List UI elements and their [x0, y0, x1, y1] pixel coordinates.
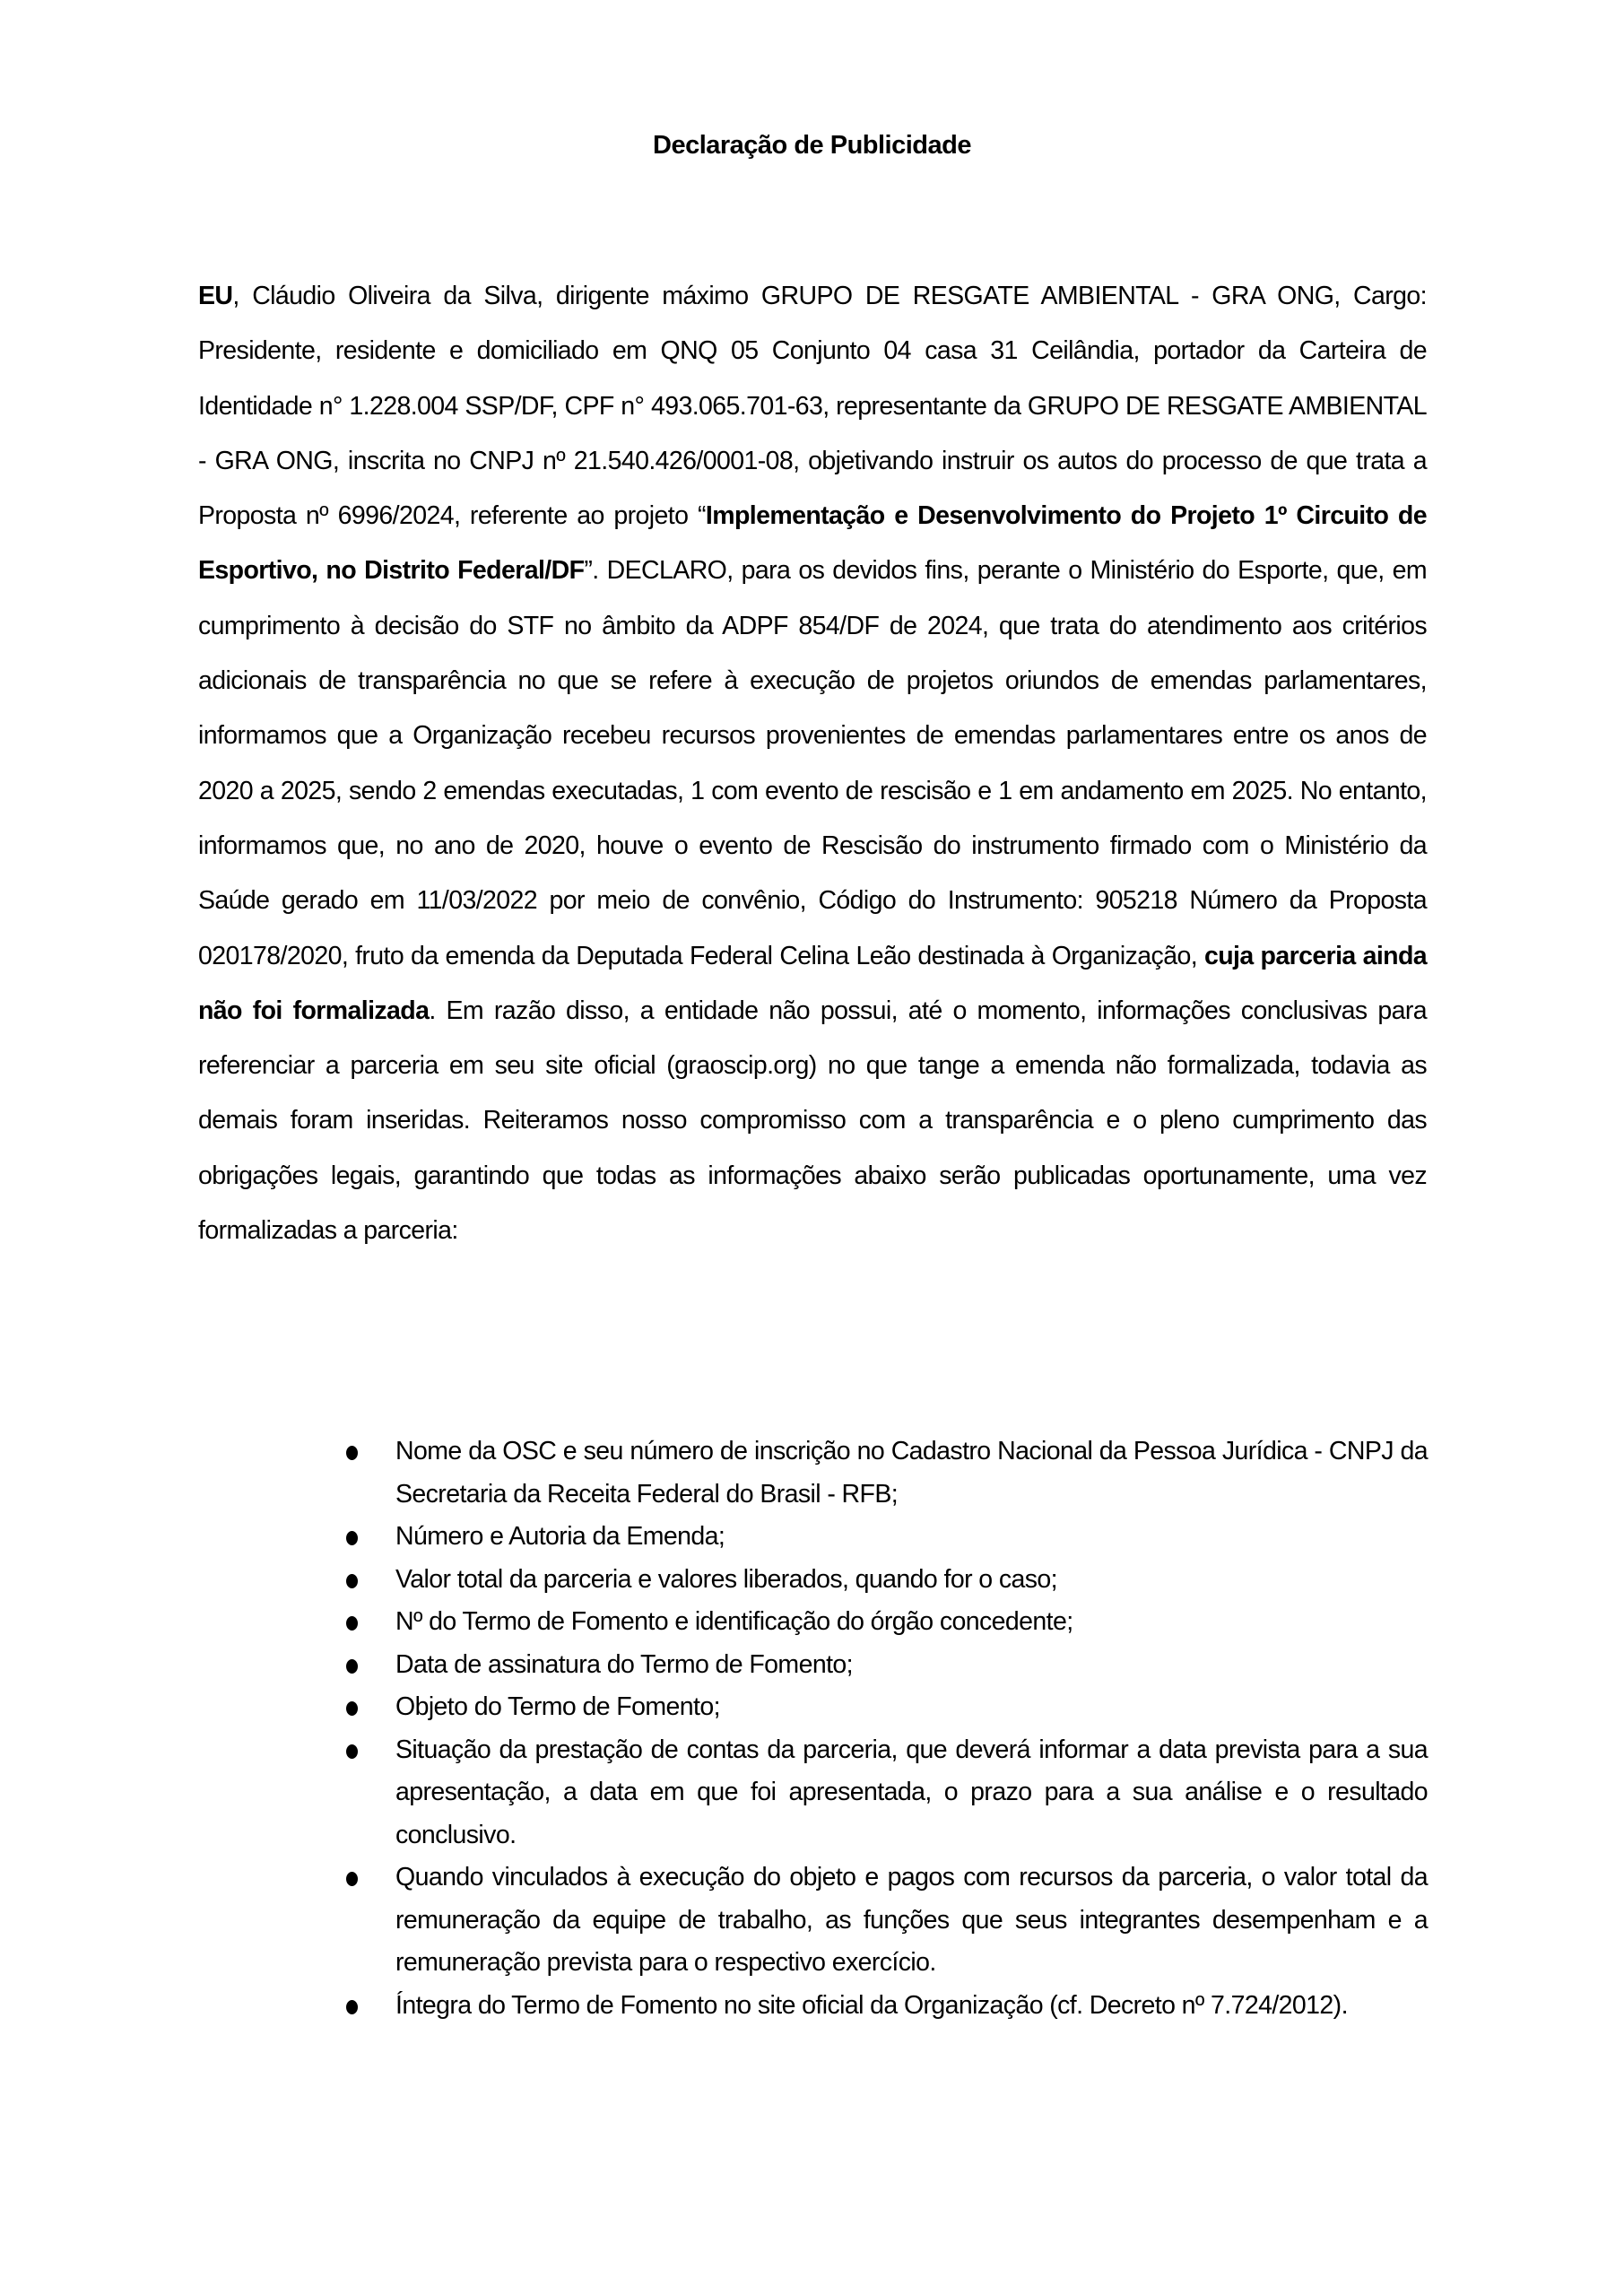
document-title: Declaração de Publicidade	[653, 131, 971, 160]
declarant-pronoun: EU	[198, 282, 233, 310]
bullet-dot-icon	[346, 2000, 358, 2014]
list-item-text: Íntegra do Termo de Fomento no site oficial da Organização (cf. Decreto nº 7.724/2012).	[395, 1990, 1348, 2020]
list-item	[341, 1644, 1428, 1687]
list-item-text: Nº do Termo de Fomento e identificação do órgão concedente;	[395, 1607, 1073, 1636]
list-item	[341, 1431, 1428, 1516]
publication-items-list	[341, 1431, 1428, 2027]
project-name: Implementação e Desenvolvimento do Projeto 1º Circuito de Esportivo, no Distrito Federal/DF	[198, 501, 1427, 586]
list-item	[341, 1985, 1428, 2028]
declaration-paragraph	[198, 269, 1427, 1258]
bullet-dot-icon	[346, 1531, 358, 1545]
bullet-dot-icon	[346, 1574, 358, 1588]
bullet-dot-icon	[346, 1616, 358, 1631]
list-item	[341, 1857, 1428, 1985]
list-item	[341, 1601, 1428, 1644]
list-item-text: Valor total da parceria e valores liberados, quando for o caso;	[395, 1564, 1057, 1594]
list-item-text: Número e Autoria da Emenda;	[395, 1522, 725, 1551]
list-item-text: Data de assinatura do Termo de Fomento;	[395, 1649, 853, 1679]
list-item-text: Quando vinculados à execução do objeto e pagos com recursos da parceria, o valor total da remuneração da equipe de trabalho, as funções que seus integrantes desempenham e a remuneração prevista para o respectivo exercício.	[395, 1863, 1428, 1977]
paragraph-text-declaration: ”. DECLARO, para os devidos fins, perante o Ministério do Esporte, que, em cumprimento à decisão do STF no âmbito da ADPF 854/DF de 2024, que trata do atendimento aos critérios adicionais de transparência no que se refere à execução de projetos oriundos de emendas parlamentares, informamos que a Organização recebeu recursos provenientes de emendas parlamentares entre os anos de 2020 a 2025, sendo 2 emendas executadas, 1 com evento de rescisão e 1 em andamento em 2025. No entanto, informamos que, no ano de 2020, houve o evento de Rescisão do instrumento firmado com o Ministério da Saúde gerado em 11/03/2022 por meio de convênio, Código do Instrumento: 905218 Número da Proposta 020178/2020, fruto da emenda da Deputada Federal Celina Leão destinada à Organização,	[198, 556, 1427, 970]
bullet-dot-icon	[346, 1872, 358, 1886]
list-item-text: Nome da OSC e seu número de inscrição no Cadastro Nacional da Pessoa Jurídica - CNPJ da Secretaria da Receita Federal do Brasil - RFB;	[395, 1437, 1428, 1509]
partnership-status-emphasis: cuja parceria ainda não foi formalizada	[198, 941, 1428, 1025]
bullet-dot-icon	[346, 1701, 358, 1716]
paragraph-text-intro: , Cláudio Oliveira da Silva, dirigente máximo GRUPO DE RESGATE AMBIENTAL - GRA ONG, Cargo: Presidente, residente e domiciliado em QNQ 05 Conjunto 04 casa 31 Ceilândia, portador da Carteira de Identidade n° 1.228.004 SSP/DF, CPF n° 493.065.701-63, representante da GRUPO DE RESGATE AMBIENTAL - GRA ONG, inscrita no CNPJ nº 21.540.426/0001-08, objetivando instruir os autos do processo de que trata a Proposta nº 6996/2024, referente ao projeto “	[198, 282, 1427, 531]
list-item	[341, 1729, 1428, 1857]
bullet-dot-icon	[346, 1446, 358, 1460]
list-item	[341, 1559, 1428, 1602]
list-item-text: Situação da prestação de contas da parceria, que deverá informar a data prevista para a sua apresentação, a data em que foi apresentada, o prazo para a sua análise e o resultado conclusivo.	[395, 1735, 1428, 1849]
list-item	[341, 1516, 1428, 1559]
list-item-text: Objeto do Termo de Fomento;	[395, 1692, 720, 1721]
list-item	[341, 1686, 1428, 1729]
bullet-dot-icon	[346, 1744, 358, 1759]
paragraph-text-closing: . Em razão disso, a entidade não possui, até o momento, informações conclusivas para referenciar a parceria em seu site oficial (graoscip.org) no que tange a emenda não formalizada, todavia as demais foram inseridas. Reiteramos nosso compromisso com a transparência e o pleno cumprimento das obrigações legais, garantindo que todas as informações abaixo serão publicadas oportunamente, uma vez formalizadas a parceria:	[198, 996, 1427, 1246]
bullet-dot-icon	[346, 1659, 358, 1674]
